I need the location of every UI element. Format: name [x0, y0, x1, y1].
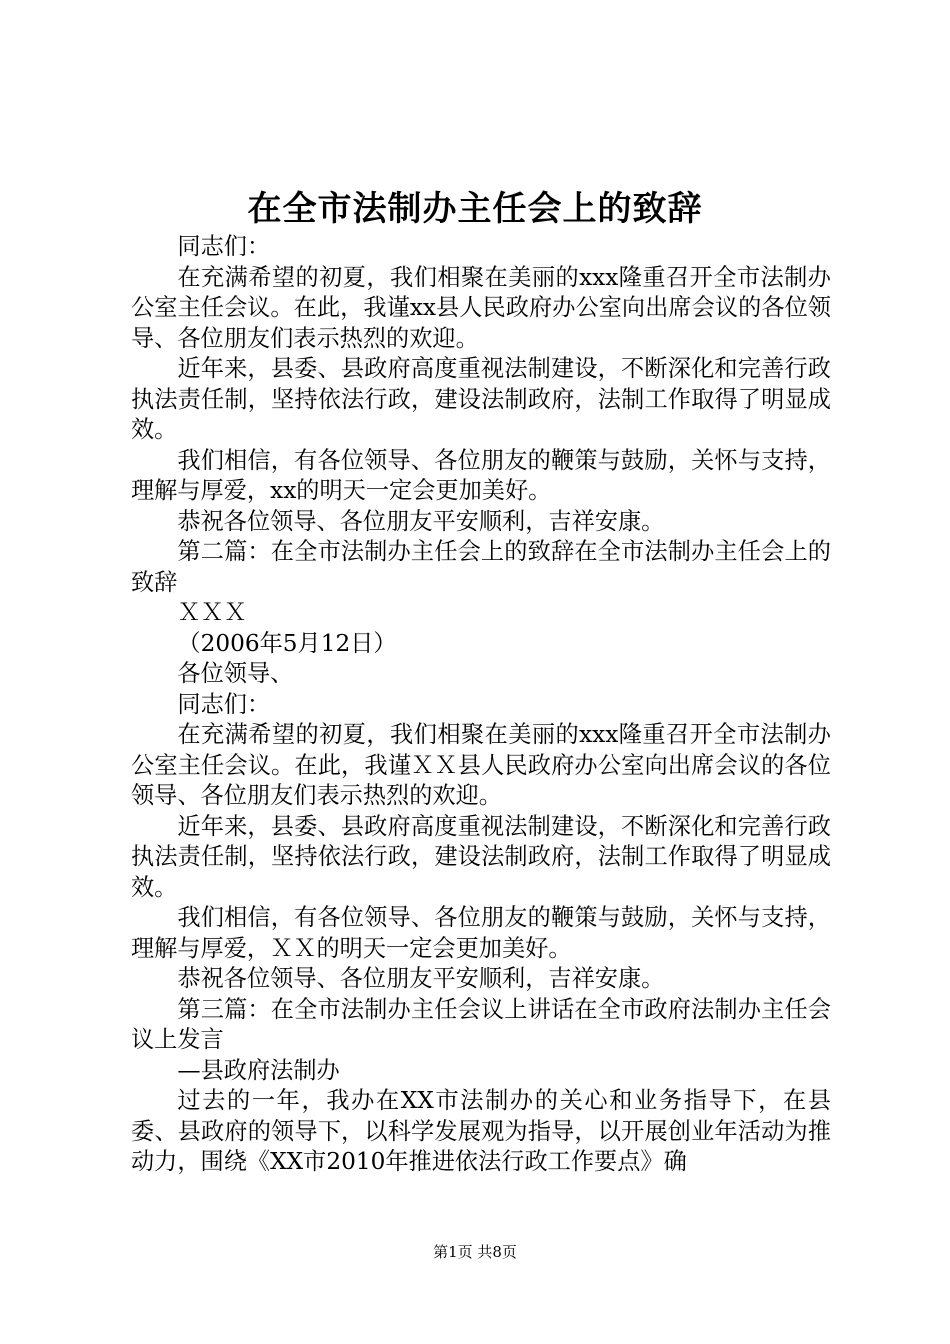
date-line: （2006年5月12日） [177, 629, 397, 657]
section-heading: 第二篇：在全市法制办主任会上的致辞在全市法制办主任会上的致辞 [131, 538, 831, 596]
salutation: 各位领导、 [177, 660, 294, 687]
section-heading: 第三篇：在全市法制办主任会议上讲话在全市政府法制办主任会议上发言 [131, 995, 831, 1053]
document-body [131, 232, 831, 1178]
paragraph: 在充满希望的初夏，我们相聚在美丽的xxx隆重召开全市法制办公室主任会议。在此，我谨ＸＸ县人民政府办公室向出席会议的各位领导、各位朋友们表示热烈的欢迎。 [131, 721, 831, 809]
paragraph: 恭祝各位领导、各位朋友平安顺利，吉祥安康。 [177, 507, 665, 535]
paragraph: 近年来，县委、县政府高度重视法制建设，不断深化和完善行政执法责任制，坚持依法行政，建设法制政府，法制工作取得了明显成效。 [131, 812, 831, 901]
paragraph: 同志们： [177, 233, 271, 260]
paragraph: 近年来，县委、县政府高度重视法制建设，不断深化和完善行政执法责任制，坚持依法行政，建设法制政府，法制工作取得了明显成效。 [131, 355, 831, 443]
paragraph: 恭祝各位领导、各位朋友平安顺利，吉祥安康。 [177, 965, 665, 992]
author-line: —县政府法制办 [177, 1056, 340, 1084]
paragraph: 在充满希望的初夏，我们相聚在美丽的xxx隆重召开全市法制办公室主任会议。在此，我谨xx县人民政府办公室向出席会议的各位领导、各位朋友们表示热烈的欢迎。 [131, 263, 831, 352]
paragraph: 过去的一年，我办在XX市法制办的关心和业务指导下，在县委、县政府的领导下，以科学发展观为指导，以开展创业年活动为推动力，围绕《XX市2010年推进依法行政工作要点》确 [131, 1087, 831, 1175]
author-line: ＸＸＸ [177, 599, 247, 626]
document-title: 在全市法制办主任会上的致辞 [247, 189, 703, 229]
paragraph: 我们相信，有各位领导、各位朋友的鞭策与鼓励，关怀与支持，理解与厚爱，ＸＸ的明天一定会更加美好。 [131, 904, 831, 962]
paragraph: 我们相信，有各位领导、各位朋友的鞭策与鼓励，关怀与支持，理解与厚爱，xx的明天一定会更加美好。 [131, 446, 831, 504]
page-number-footer: 第1页 共8页 [433, 1243, 517, 1261]
salutation: 同志们： [177, 690, 271, 718]
